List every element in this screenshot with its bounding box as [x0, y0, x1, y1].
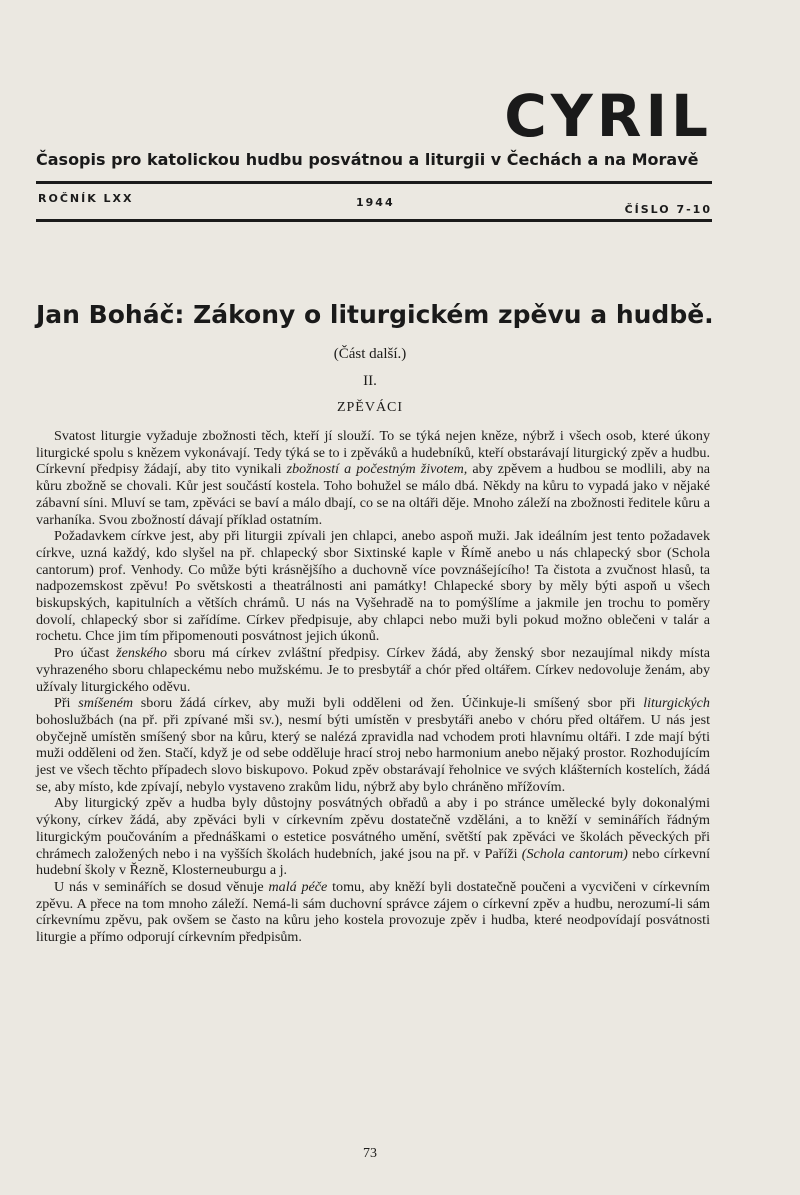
paragraph-text: aby zpěvem a hudbou se modlili, aby na kůru zbožně se chovali. Kůr jest součástí kostela. Toho bohužel se málo dbá. Někdy na kůru to vypadá jako v nějaké zábavní síni. Mluví se tam, zpěváci se baví a málo dbají, co se na oltáři děje. Mnoho záleží na zbožnosti ředitele kůru a varhaníka. Svou zbožností dávají příklad ostatním.: [36, 461, 711, 528]
paragraph: [36, 879, 710, 946]
article-body: [36, 428, 710, 946]
paragraph: [36, 645, 710, 695]
paragraph-text: Požadavkem církve jest, aby při liturgii zpívali jen chlapci, anebo aspoň muži. Jak ideálním jest tento požadavek církve, uzná každý, kdo slyšel na př. chlapecký sbor Sixtinské kaple v Římě anebo u nás chlapecký sbor (Schola cantorum) prof. Venhody. Co může býti krásnějšího a duchovně více povznášejícího! Ta čistota a zvučnost hlasů, ta nadpozemskost zpěvu! Po světskosti a theatrálnosti ani památky! Chlapecké sbory by měly býti aspoň u všech biskupských, kapitulních a větších chrámů. U nás na Vyšehradě na to pomýšlíme a jakmile jen trochu to poměry dovolí, chlapecký sbor si zařídíme. Církev předpisuje, aby chlapci nebo muži byli pokud možno oblečeni v talár a rochetu. Chce jim tím připomenouti posvátnost jejich úkonů.: [36, 528, 710, 645]
emphasis-text: zbožností a počestným životem,: [286, 461, 468, 478]
volume-label: ROČNÍK LXX: [38, 192, 134, 205]
journal-title: CYRIL: [504, 82, 712, 150]
paragraph: [36, 795, 710, 879]
paragraph-text: Svatost liturgie vyžaduje zbožnosti těch, kteří jí slouží. To se týká nejen kněze, nýbrž i všech osob, které úkony liturgické spolu s knězem vykonávají. Tedy týká se to i zpěváků a hudebníků, kteří obstarávají liturgický zpěv a hudbu. Církevní předpisy žádají, aby tito vynikali: [36, 428, 710, 478]
paragraph-text: bohoslužbách (na př. při zpívané mši sv.), nesmí býti umístěn v presbytáři anebo v chóru před oltářem. U nás jest obyčejně umístěn smíšený sbor na kůru, který se nalézá zpravidla nad vchodem proti hlavnímu oltáři. I zde mají býti muži odděleni od žen. Stačí, když je od sebe odděluje hrací stroj nebo harmonium anebo nějaký prostor. Rozhodujícím jest ve všech těchto případech slovo biskupovo. Pokud zpěv obstarávají řeholnice ve svých klášterních kostelích, žádá se, aby místo, kde zpívají, nebylo vystaveno zrakům lidu, nýbrž aby bylo chráněno mřížovím.: [36, 711, 710, 795]
issue-label: ČÍSLO 7-10: [624, 203, 712, 216]
paragraph-text: Aby liturgický zpěv a hudba byly důstojny posvátných obřadů a aby i po stránce umělecké byly dokonalými výkony, církev žádá, aby zpěváci byli v církevním zpěvu dostatečně vzděláni, a to kněží v seminářích řádným liturgickým poučováním a přednáškami o estetice posvátného umění, světští pak zpěváci ve školách pěveckých při chrámech založených nebo i na vyšších školách hudebních, jaké jsou na př. v Paříži: [36, 795, 710, 862]
year-label: 1944: [356, 196, 395, 209]
paragraph: [36, 428, 710, 528]
article-part: (Část další.): [333, 346, 407, 362]
emphasis-text: (Schola cantorum): [521, 845, 628, 862]
emphasis-text: malá péče: [268, 878, 328, 895]
paragraph: [36, 528, 710, 645]
section-title: ZPĚVÁCI: [336, 400, 404, 415]
paragraph-text: Pro účast: [54, 645, 117, 662]
masthead-rule-top: [36, 181, 712, 184]
paragraph: [36, 695, 710, 795]
page-number: 73: [363, 1146, 377, 1161]
journal-subtitle: Časopis pro katolickou hudbu posvátnou a liturgii v Čechách a na Moravě: [36, 150, 699, 169]
paragraph-text: U nás v seminářích se dosud věnuje: [54, 878, 269, 895]
section-number: II.: [363, 373, 377, 389]
masthead-rule-bottom: [36, 219, 712, 222]
emphasis-text: ženského: [116, 645, 168, 662]
paragraph-text: Při: [54, 695, 79, 712]
emphasis-text: liturgických: [643, 695, 710, 712]
paragraph-text: nebo církevní hudební školy v Řezně, Klosterneuburgu a j.: [36, 845, 710, 879]
article-title: Jan Boháč: Zákony o liturgickém zpěvu a hudbě.: [36, 300, 714, 329]
emphasis-text: smíšeném: [78, 695, 134, 712]
paragraph-text: tomu, aby kněží byli dostatečně poučeni a vycvičeni v církevním zpěvu. A přece na tom mnoho záleží. Nemá-li sám duchovní správce zájem o církevní zpěv a hudbu, nerozumí-li sám církevnímu zpěvu, pak ovšem se často na kůru jeho kostela provozuje zpěv i hudba, které neodpovídají posvátnosti liturgie a přímo odporují církevním předpisům.: [36, 878, 710, 946]
paragraph-text: sboru má církev zvláštní předpisy. Církev žádá, aby ženský sbor nezaujímal nikdy místa vyhrazeného sboru chlapeckému nebo mužskému. Je to presbytář a chór před oltářem. Církev nedovoluje ženám, aby užívaly liturgického oděvu.: [36, 645, 711, 695]
paragraph-text: sboru žádá církev, aby muži byli odděleni od žen. Účinkuje-li smíšený sbor při: [133, 695, 644, 712]
